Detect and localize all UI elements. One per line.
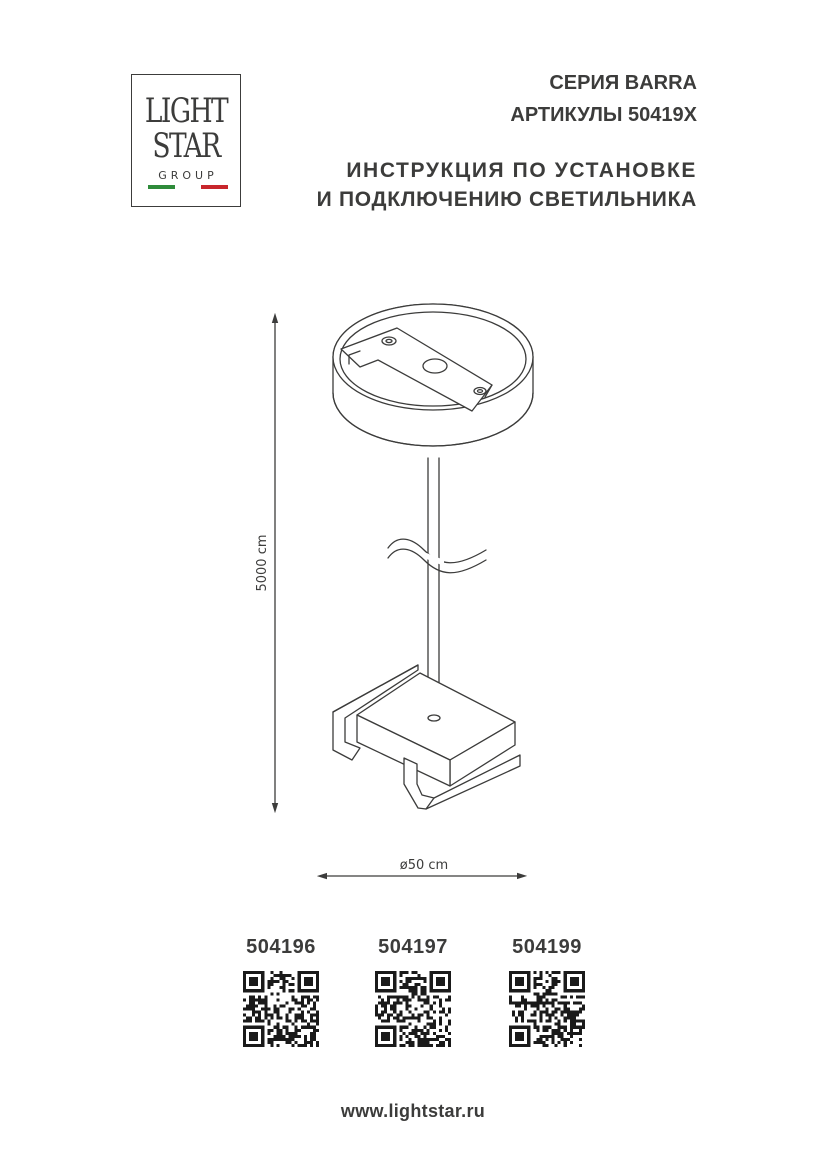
series-title: СЕРИЯ BARRA xyxy=(549,72,697,94)
instruction-title-line1: ИНСТРУКЦИЯ ПО УСТАНОВКЕ xyxy=(346,159,697,182)
qr-code-icon[interactable] xyxy=(243,971,319,1047)
instruction-title-line2: И ПОДКЛЮЧЕНИЮ СВЕТИЛЬНИКА xyxy=(316,188,697,211)
article-504197: 504197 xyxy=(378,936,448,958)
track-adapter xyxy=(333,665,520,809)
height-label: 5000 cm xyxy=(255,534,270,592)
article-504196: 504196 xyxy=(246,936,316,958)
website-link[interactable]: www.lightstar.ru xyxy=(340,1101,486,1121)
articles-title: АРТИКУЛЫ 50419X xyxy=(510,104,697,126)
logo-text-star: STAR xyxy=(152,126,220,166)
logo-text-light: LIGHT xyxy=(144,91,228,131)
logo-text-group: GROUP xyxy=(158,169,218,182)
cable-break-wave xyxy=(388,539,486,573)
diameter-label: ø50 cm xyxy=(399,858,449,873)
qr-code-icon[interactable] xyxy=(509,971,585,1047)
qr-code-icon[interactable] xyxy=(375,971,451,1047)
article-504199: 504199 xyxy=(512,936,582,958)
